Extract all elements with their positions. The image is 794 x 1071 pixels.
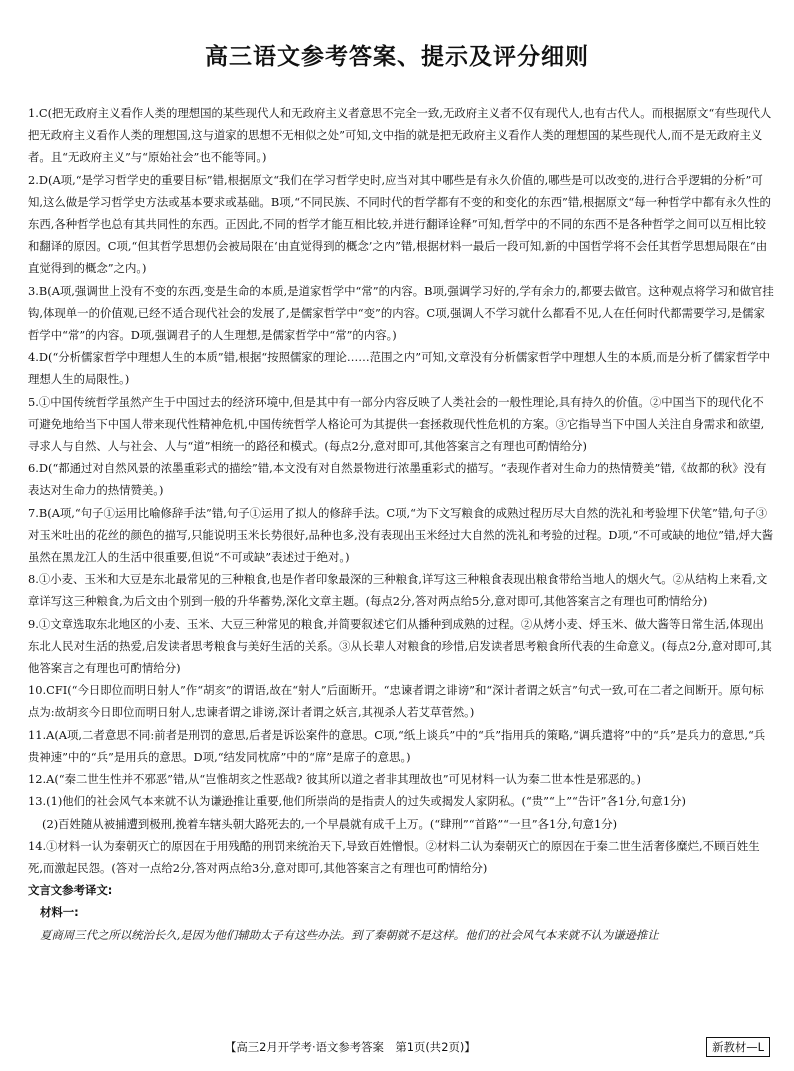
item-number: 3. — [28, 283, 39, 298]
answer-item — [28, 613, 774, 680]
material-heading: 材料一: — [40, 905, 79, 920]
answer-item — [28, 457, 774, 501]
item-number: 14. — [28, 838, 47, 853]
item-number: 5. — [28, 394, 39, 409]
item-text: D(“分析儒家哲学中理想人生的本质”错,根据“按照儒家的理论……范围之内”可知,文章没有分析儒家哲学中理想人生的本质,而是分析了儒家哲学中理想人生的局限性。) — [28, 350, 771, 387]
item-text: ①材料一认为秦朝灭亡的原因在于用残酷的刑罚来统治天下,导致百姓憎恨。②材料二认为秦朝灭亡的原因在于秦二世生活奢侈糜烂,不顾百姓生死,而激起民怨。(答对一点给2分,答对两点给3分,意对即可,其他答案言之有理也可酌情给分) — [28, 838, 760, 875]
item-number: 13. — [28, 794, 47, 809]
answer-subitem — [28, 813, 774, 835]
item-number: 4. — [28, 350, 39, 365]
item-text: A(“秦二世生性并不邪恶”错,从“岂惟胡亥之性恶哉? 彼其所以道之者非其理故也”可见材料一认为秦二世本性是邪恶的。) — [46, 772, 641, 787]
item-text: (2)百姓随从被捕遭到极刑,挽着车辖头朝大路死去的,一个早晨就有成千上万。(“肆刑”“首路”“一旦”各1分,句意1分) — [42, 816, 618, 831]
item-text: D(“都通过对自然风景的浓墨重彩式的描绘”错,本文没有对自然景物进行浓墨重彩式的描写。“表现作者对生命力的热情赞美”错,《故都的秋》没有表达对生命力的热情赞美。) — [28, 461, 767, 498]
answer-item — [28, 391, 774, 458]
answers-content — [28, 102, 774, 946]
answer-item — [28, 768, 774, 790]
item-text: C(把无政府主义看作人类的理想国的某些现代人和无政府主义者意思不完全一致,无政府主义者不仅有现代人,也有古代人。而根据原文“有些现代人把无政府主义看作人类的理想国,这与道家的思想不无相似之处”可知,文中指的就是把无政府主义看作人类的理想国的某些现代人,而不是无政府主义者。且“无政府主义”与“原始社会”也不能等同。) — [28, 106, 772, 165]
item-text: B(A项,“句子①运用比喻修辞手法”错,句子①运用了拟人的修辞手法。C项,“为下文写粮食的成熟过程历尽大自然的洗礼和考验埋下伏笔”错,句子③对玉米吐出的花丝的颜色的描写,只能说明玉米长势很好,品种也多,没有表现出玉米经过大自然的洗礼和考验的过程。D项,“不可或缺的地位”错,烀大酱虽然在黑龙江人的生活中很重要,但说“不可或缺”表述过于绝对。) — [28, 505, 774, 565]
answer-item — [28, 724, 774, 768]
item-number: 10. — [28, 683, 47, 698]
item-text: B(A项,强调世上没有不变的东西,变是生命的本质,是道家哲学中“常”的内容。B项,强调学习好的,学有余力的,都要去做官。这种观点将学习和做官挂钩,体现单一的价值观,已经不适合现代社会的发展了,是儒家哲学中“变”的内容。C项,强调人不学习就什么都看不见,人在任何时代都需要学习,是儒家哲学中“常”的内容。D项,强调君子的人生理想,是儒家哲学中“常”的内容。) — [28, 283, 774, 343]
item-number: 1. — [28, 106, 39, 120]
answer-item — [28, 835, 774, 879]
answer-item — [28, 790, 774, 812]
edition-badge: 新教材—L — [706, 1037, 770, 1057]
answer-item — [28, 169, 774, 280]
material-text: 夏商周三代之所以统治长久,是因为他们辅助太子有这些办法。到了秦朝就不是这样。他们的社会风气本来就不认为谦逊推让 — [40, 927, 659, 942]
item-text: ①中国传统哲学虽然产生于中国过去的经济环境中,但是其中有一部分内容反映了人类社会的一般性理论,具有持久的价值。②中国当下的现代化不可避免地给当下中国人带来现代性精神危机,中国传统哲学人格论可为其提供一套拯救现代性危机的方案。③它指导当下中国人关注自身需求和欲望,寻求人与自然、人与社会、人与“道”相统一的路径和模式。(每点2分,意对即可,其他答案言之有理也可酌情给分) — [28, 394, 765, 454]
item-number: 9. — [28, 616, 39, 631]
answer-item — [28, 679, 774, 723]
item-text: ①小麦、玉米和大豆是东北最常见的三种粮食,也是作者印象最深的三种粮食,详写这三种粮食表现出粮食带给当地人的烟火气。②从结构上来看,文章详写这三种粮食,为后文由个别到一般的升华蓄势,深化文章主题。(每点2分,答对两点给5分,意对即可,其他答案言之有理也可酌情给分) — [28, 572, 768, 609]
answer-item — [28, 280, 774, 347]
page-footer — [0, 1037, 794, 1059]
item-number: 12. — [28, 772, 47, 787]
item-text: ①文章选取东北地区的小麦、玉米、大豆三种常见的粮食,并简要叙述它们从播种到成熟的过程。②从烤小麦、烀玉米、做大酱等日常生活,体现出东北人民对生活的热爱,启发读者思考粮食与美好生活的关系。③从长辈人对粮食的珍惜,启发读者思考粮食所代表的生命意义。(每点2分,意对即可,其他答案言之有理也可酌情给分) — [28, 616, 772, 676]
item-text: CFI(“今日即位而明日射人”作“胡亥”的谓语,故在“射人”后面断开。“忠谏者谓之诽谤”和“深计者谓之妖言”句式一致,可在二者之间断开。原句标点为:故胡亥今日即位而明日射人,忠谏者谓之诽谤,深计者谓之妖言,其视杀人若艾草菅然。) — [28, 683, 764, 720]
item-number: 2. — [28, 172, 39, 187]
answer-item — [28, 502, 774, 569]
answer-item — [28, 102, 774, 169]
item-number: 8. — [28, 572, 39, 587]
item-text: D(A项,“是学习哲学史的重要目标”错,根据原文“我们在学习哲学史时,应当对其中哪些是有永久价值的,哪些是可以改变的,进行合乎逻辑的分析”可知,这么做是学习哲学史方法或基本要求或基础。B项,“不同民族、不同时代的哲学都有不变的和变化的东西”错,根据原文“每一种哲学中都有永久性的东西,各种哲学也总有其共同性的东西。正因此,不同的哲学才能互相比较,并进行翻译诠释”可知,哲学中的不同的东西不是各种哲学之间可以互相比较和翻译的原因。C项,“但其哲学思想仍会被局限在‘由直觉得到的概念’之内”错,根据材料一最后一段可知,新的中国哲学将不会任其哲学思想局限在“由直觉得到的概念”之内。) — [28, 172, 771, 276]
answer-item — [28, 346, 774, 390]
page-title: 高三语文参考答案、提示及评分细则 — [205, 44, 589, 70]
item-text: (1)他们的社会风气本来就不认为谦逊推让重要,他们所崇尚的是指责人的过失或揭发人家阴私。(“贵”“上”“告讦”各1分,句意1分) — [46, 794, 686, 809]
answer-item — [28, 568, 774, 612]
item-text: A(A项,二者意思不同:前者是刑罚的意思,后者是诉讼案件的意思。C项,“纸上谈兵”中的“兵”指用兵的策略,“调兵遣将”中的“兵”是兵力的意思,“兵贵神速”中的“兵”是用兵的意思。D项,“结发同枕席”中的“席”是席子的意思。) — [28, 727, 766, 764]
item-number: 6. — [28, 461, 39, 476]
item-number: 11. — [28, 727, 47, 742]
footer-text: 【高三2月开学考·语文参考答案 第1页(共2页)】 — [225, 1040, 476, 1054]
section-title: 文言文参考译文: — [28, 883, 113, 898]
item-number: 7. — [28, 505, 39, 520]
